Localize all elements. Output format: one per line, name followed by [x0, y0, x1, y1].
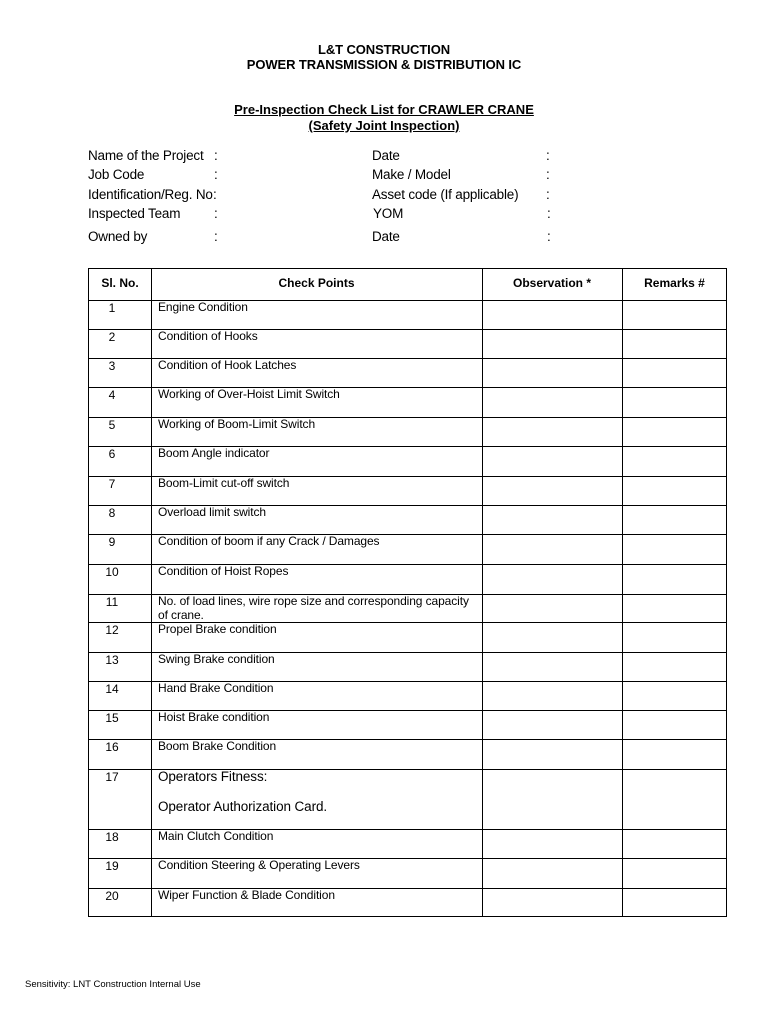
row-number: 16 — [105, 740, 119, 754]
yom-colon: : — [547, 206, 551, 221]
row-number: 5 — [108, 418, 116, 432]
job-code-label: Job Code — [88, 167, 145, 182]
check-point-text: Boom Brake Condition — [158, 739, 277, 753]
check-point-text: Working of Over-Hoist Limit Switch — [158, 387, 340, 401]
asset-code-colon: : — [546, 187, 550, 202]
company-name: L&T CONSTRUCTION — [318, 42, 450, 57]
row-number: 20 — [105, 889, 119, 903]
check-point-text: Operators Fitness: — [158, 769, 268, 784]
check-point-text: Overload limit switch — [158, 505, 266, 519]
date-label-2: Date — [372, 229, 400, 244]
row-number: 3 — [108, 359, 116, 373]
check-point-text: Condition of Hooks — [158, 329, 258, 343]
check-point-text: Boom-Limit cut-off switch — [158, 476, 290, 490]
checklist-table — [88, 268, 727, 917]
division-name: POWER TRANSMISSION & DISTRIBUTION IC — [246, 57, 522, 72]
inspected-team-colon: : — [214, 206, 218, 221]
job-code-colon: : — [214, 167, 218, 182]
identification-colon: : — [213, 187, 217, 202]
document-title: Pre-Inspection Check List for CRAWLER CRANE — [234, 102, 534, 117]
header-sl-no: Sl. No. — [101, 276, 139, 290]
check-point-text: Hand Brake Condition — [158, 681, 274, 695]
project-name-colon: : — [214, 148, 218, 163]
check-point-text: Condition of Hoist Ropes — [158, 564, 289, 578]
check-point-text: Main Clutch Condition — [158, 829, 274, 843]
date-colon: : — [546, 148, 550, 163]
check-point-text: Swing Brake condition — [158, 652, 275, 666]
row-number: 6 — [108, 447, 116, 461]
check-point-text: Propel Brake condition — [158, 622, 277, 636]
inspected-team-label: Inspected Team — [88, 206, 181, 221]
column-divider — [622, 269, 623, 916]
row-number: 10 — [105, 565, 119, 579]
header-observation: Observation * — [512, 276, 592, 290]
asset-code-label: Asset code (If applicable) — [372, 187, 519, 202]
row-number: 9 — [108, 535, 116, 549]
check-point-text: Working of Boom-Limit Switch — [158, 417, 316, 431]
owned-by-colon: : — [214, 229, 218, 244]
date-colon-2: : — [547, 229, 551, 244]
row-number: 7 — [108, 477, 116, 491]
check-point-text: Wiper Function & Blade Condition — [158, 888, 335, 902]
row-number: 1 — [108, 301, 116, 315]
date-label: Date — [372, 148, 400, 163]
check-point-text-continued: Operator Authorization Card. — [158, 799, 328, 814]
check-point-text: No. of load lines, wire rope size and corresponding capacity — [158, 594, 469, 608]
sensitivity-footer: Sensitivity: LNT Construction Internal Use — [25, 979, 201, 990]
check-point-text: Condition of Hook Latches — [158, 358, 297, 372]
check-point-text-continued: of crane. — [158, 608, 204, 622]
column-divider — [151, 269, 152, 916]
check-point-text: Engine Condition — [158, 300, 248, 314]
check-point-text: Hoist Brake condition — [158, 710, 270, 724]
row-number: 13 — [105, 653, 119, 667]
yom-label: YOM — [373, 206, 404, 221]
project-name-label: Name of the Project — [88, 148, 204, 163]
owned-by-label: Owned by — [88, 229, 148, 244]
check-point-text: Condition of boom if any Crack / Damages — [158, 534, 380, 548]
row-number: 14 — [105, 682, 119, 696]
make-model-colon: : — [546, 167, 550, 182]
row-number: 15 — [105, 711, 119, 725]
row-number: 12 — [105, 623, 119, 637]
header-check-points: Check Points — [278, 276, 355, 290]
row-number: 11 — [105, 595, 119, 609]
row-number: 8 — [108, 506, 116, 520]
row-number: 4 — [108, 388, 116, 402]
make-model-label: Make / Model — [372, 167, 451, 182]
row-number: 17 — [105, 770, 119, 784]
header-remarks: Remarks # — [644, 276, 705, 290]
document-subtitle: (Safety Joint Inspection) — [308, 118, 460, 133]
row-number: 19 — [105, 859, 119, 873]
column-divider — [482, 269, 483, 916]
row-number: 18 — [105, 830, 119, 844]
check-point-text: Boom Angle indicator — [158, 446, 270, 460]
row-number: 2 — [108, 330, 116, 344]
identification-label: Identification/Reg. No — [88, 187, 213, 202]
check-point-text: Condition Steering & Operating Levers — [158, 858, 360, 872]
